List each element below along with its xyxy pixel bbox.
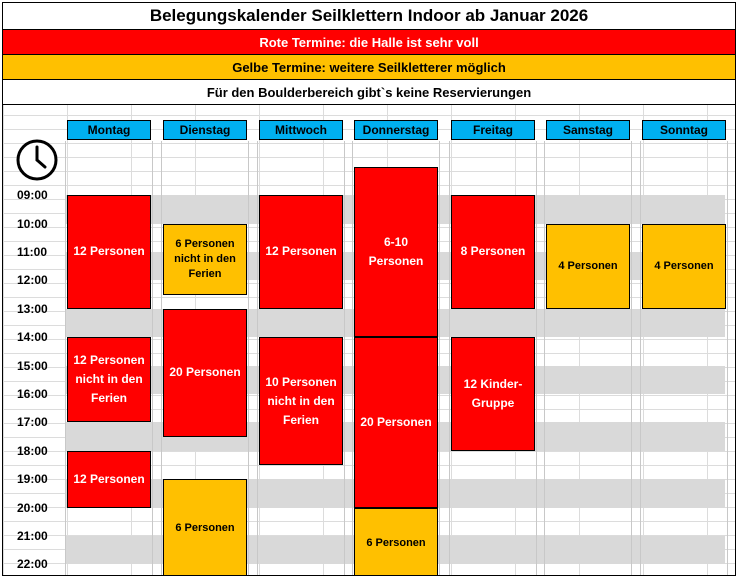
hour-label: 11:00	[17, 245, 48, 259]
booking-block[interactable]	[451, 195, 535, 309]
booking-block[interactable]	[451, 337, 535, 451]
column-line	[344, 141, 345, 576]
day-header-freitag: Freitag	[451, 120, 535, 140]
booking-block[interactable]	[67, 337, 151, 422]
booking-block[interactable]	[642, 224, 726, 309]
column-line	[257, 141, 258, 576]
legend-red-banner: Rote Termine: die Halle ist sehr voll	[3, 30, 735, 55]
column-line	[727, 141, 728, 576]
booking-label: 4 Personen	[654, 259, 714, 272]
booking-label: 20 Personen	[360, 414, 432, 429]
hour-label: 18:00	[17, 443, 48, 458]
hour-label: 12:00	[17, 273, 48, 288]
column-line	[352, 141, 353, 576]
hour-label: 16:00	[17, 387, 48, 401]
column-line	[631, 141, 632, 576]
column-line	[544, 141, 545, 576]
day-header-montag: Montag	[67, 120, 151, 140]
clock-icon	[15, 138, 59, 182]
column-line	[536, 141, 537, 576]
info-banner: Für den Boulderbereich gibt`s keine Reservierungen	[3, 80, 735, 105]
column-line	[640, 141, 641, 576]
booking-block[interactable]	[354, 167, 438, 337]
column-line	[161, 141, 162, 576]
legend-yellow-banner: Gelbe Termine: weitere Seilkletterer möglich	[3, 55, 735, 80]
booking-block[interactable]	[354, 337, 438, 507]
hour-label: 10:00	[17, 216, 48, 231]
calendar-sheet	[2, 2, 736, 576]
column-line	[449, 141, 450, 576]
day-header-dienstag: Dienstag	[163, 120, 247, 140]
column-line	[248, 141, 249, 576]
booking-block[interactable]	[67, 451, 151, 508]
day-header-mittwoch: Mittwoch	[259, 120, 343, 140]
booking-label: 6 Personen nicht in den Ferien	[174, 237, 236, 280]
schedule-grid	[3, 105, 735, 576]
day-header-sonntag: Sonntag	[642, 120, 726, 140]
booking-label: 10 Personen nicht in den Ferien	[265, 374, 337, 427]
column-line	[65, 141, 66, 576]
hour-label: 19:00	[17, 472, 48, 487]
hour-label: 14:00	[17, 330, 48, 345]
booking-block[interactable]	[163, 224, 247, 295]
day-header-samstag: Samstag	[546, 120, 630, 140]
column-line	[439, 141, 440, 576]
column-line	[152, 141, 153, 576]
hour-label: 09:00	[17, 188, 48, 203]
booking-block[interactable]	[354, 508, 438, 576]
hour-label: 13:00	[17, 301, 48, 316]
booking-block[interactable]	[259, 337, 343, 465]
booking-label: 12 Personen	[73, 244, 145, 259]
booking-label: 8 Personen	[460, 244, 526, 259]
hour-label: 17:00	[17, 415, 48, 430]
booking-label: 12 Personen	[73, 471, 145, 486]
day-header-donnerstag: Donnerstag	[354, 120, 438, 140]
booking-label: 6-10 Personen	[368, 234, 424, 268]
hour-label: 20:00	[17, 500, 48, 515]
booking-label: 4 Personen	[558, 259, 618, 272]
booking-block[interactable]	[546, 224, 630, 309]
booking-block[interactable]	[67, 195, 151, 309]
booking-label: 12 Personen nicht in den Ferien	[73, 353, 145, 406]
hour-label: 21:00	[17, 529, 48, 543]
booking-block[interactable]	[163, 309, 247, 437]
booking-block[interactable]	[259, 195, 343, 309]
booking-label: 12 Kinder-Gruppe	[463, 376, 523, 410]
hour-label: 15:00	[17, 358, 48, 373]
booking-label: 6 Personen	[175, 522, 235, 535]
page-title: Belegungskalender Seilklettern Indoor ab Januar 2026	[3, 3, 735, 30]
booking-block[interactable]	[163, 479, 247, 576]
booking-label: 20 Personen	[169, 365, 241, 380]
booking-label: 12 Personen	[265, 244, 337, 259]
booking-label: 6 Personen	[366, 536, 426, 549]
hour-label: 22:00	[17, 557, 48, 572]
